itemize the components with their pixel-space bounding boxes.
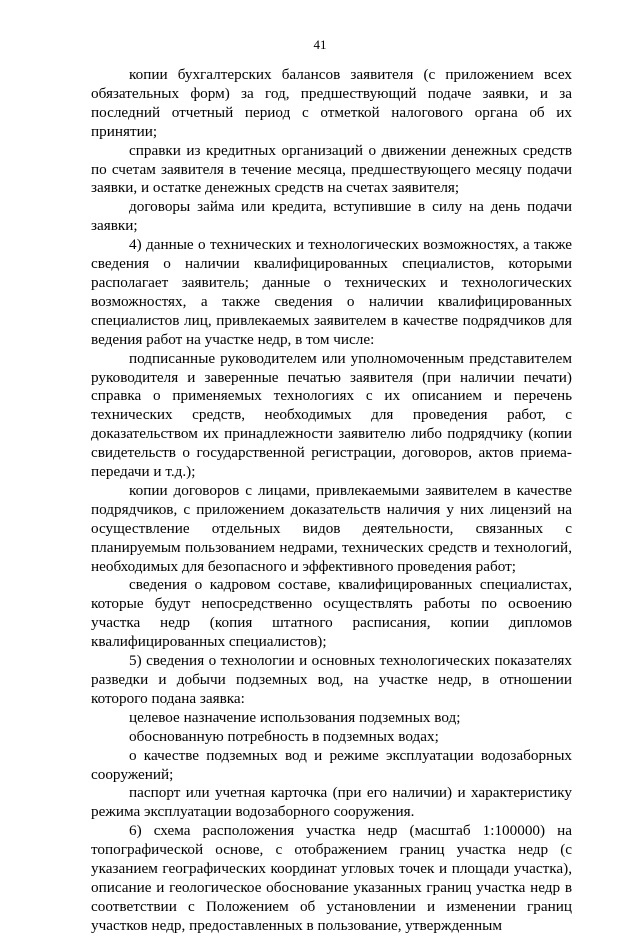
paragraph-water-demand: обоснованную потребность в подземных водах; (129, 727, 439, 745)
paragraph-item-5-technology: 5) сведения о технологии и основных технологических показателях разведки и добычи подземных вод, на участке недр, в отношении которого подана заявка: (91, 652, 572, 707)
paragraph-water-quality: о качестве подземных вод и режиме эксплуатации водозаборных сооружений; (91, 746, 572, 783)
paragraph-balance-copies: копии бухгалтерских балансов заявителя (с приложением всех обязательных форм) за год, предшествующий подаче заявки, и за последний отчетный период с отметкой налогового органа об их принятии; (91, 66, 572, 140)
paragraph-staff-information: сведения о кадровом составе, квалифицированных специалистах, которые будут непосредственно осуществлять работы по освоению участка недр (копия штатного расписания, копии дипломов квалифицированных специалистов); (91, 576, 572, 651)
paragraph-contractor-agreements: копии договоров с лицами, привлекаемыми заявителем в качестве подрядчиков, с приложением доказательств наличия у них лицензий на осуществление отдельных видов деятельности, связанных с планируемым пользованием недрами, технических средств и технологий, необходимых для безопасного и эффективного проведения работ; (91, 481, 572, 575)
paragraph-loan-agreements: договоры займа или кредита, вступившие в силу на день подачи заявки; (91, 198, 572, 235)
paragraph-water-use-purpose: целевое назначение использования подземных вод; (129, 708, 461, 726)
paragraph-bank-statements: справки из кредитных организаций о движении денежных средств по счетам заявителя в течение месяца, предшествующего месяцу подачи заявки, и остатке денежных средств на счетах заявителя; (91, 141, 572, 197)
paragraph-item-4-technical-data: 4) данные о технических и технологических возможностях, а также сведения о наличии квалифицированных специалистов, которыми располагает заявитель; данные о технических и технологических возможностях, а также сведения о наличии квалифицированных специалистов лиц, привлекаемых заявителем в качестве подрядчиков для ведения работ на участке недр, в том числе: (91, 236, 572, 348)
paragraph-item-6-site-scheme: 6) схема расположения участка недр (масштаб 1:100000) на топографической основе, с отображением границ участка недр (с указанием географических координат угловых точек и площади участка), описание и геологическое обоснование указанных границ участка недр в соответствии с Положением об установлении и изменении границ участков недр, предоставленных в пользование, утвержденным (91, 822, 572, 934)
paragraph-signed-technology-certificate: подписанные руководителем или уполномоченным представителем руководителя и заверенные печатью заявителя (при наличии печати) справка о применяемых технологиях с их описанием и перечень технических средств, необходимых для проведения работ, с доказательством их принадлежности заявителю либо подрядчику (копии свидетельств о государственной регистрации, договоров, актов приема-передачи и т.д.); (91, 349, 572, 481)
page-number: 41 (313, 37, 327, 52)
paragraph-water-intake-passport: паспорт или учетная карточка (при его наличии) и характеристику режима эксплуатации водозаборного сооружения. (91, 784, 572, 821)
document-body (91, 66, 572, 936)
